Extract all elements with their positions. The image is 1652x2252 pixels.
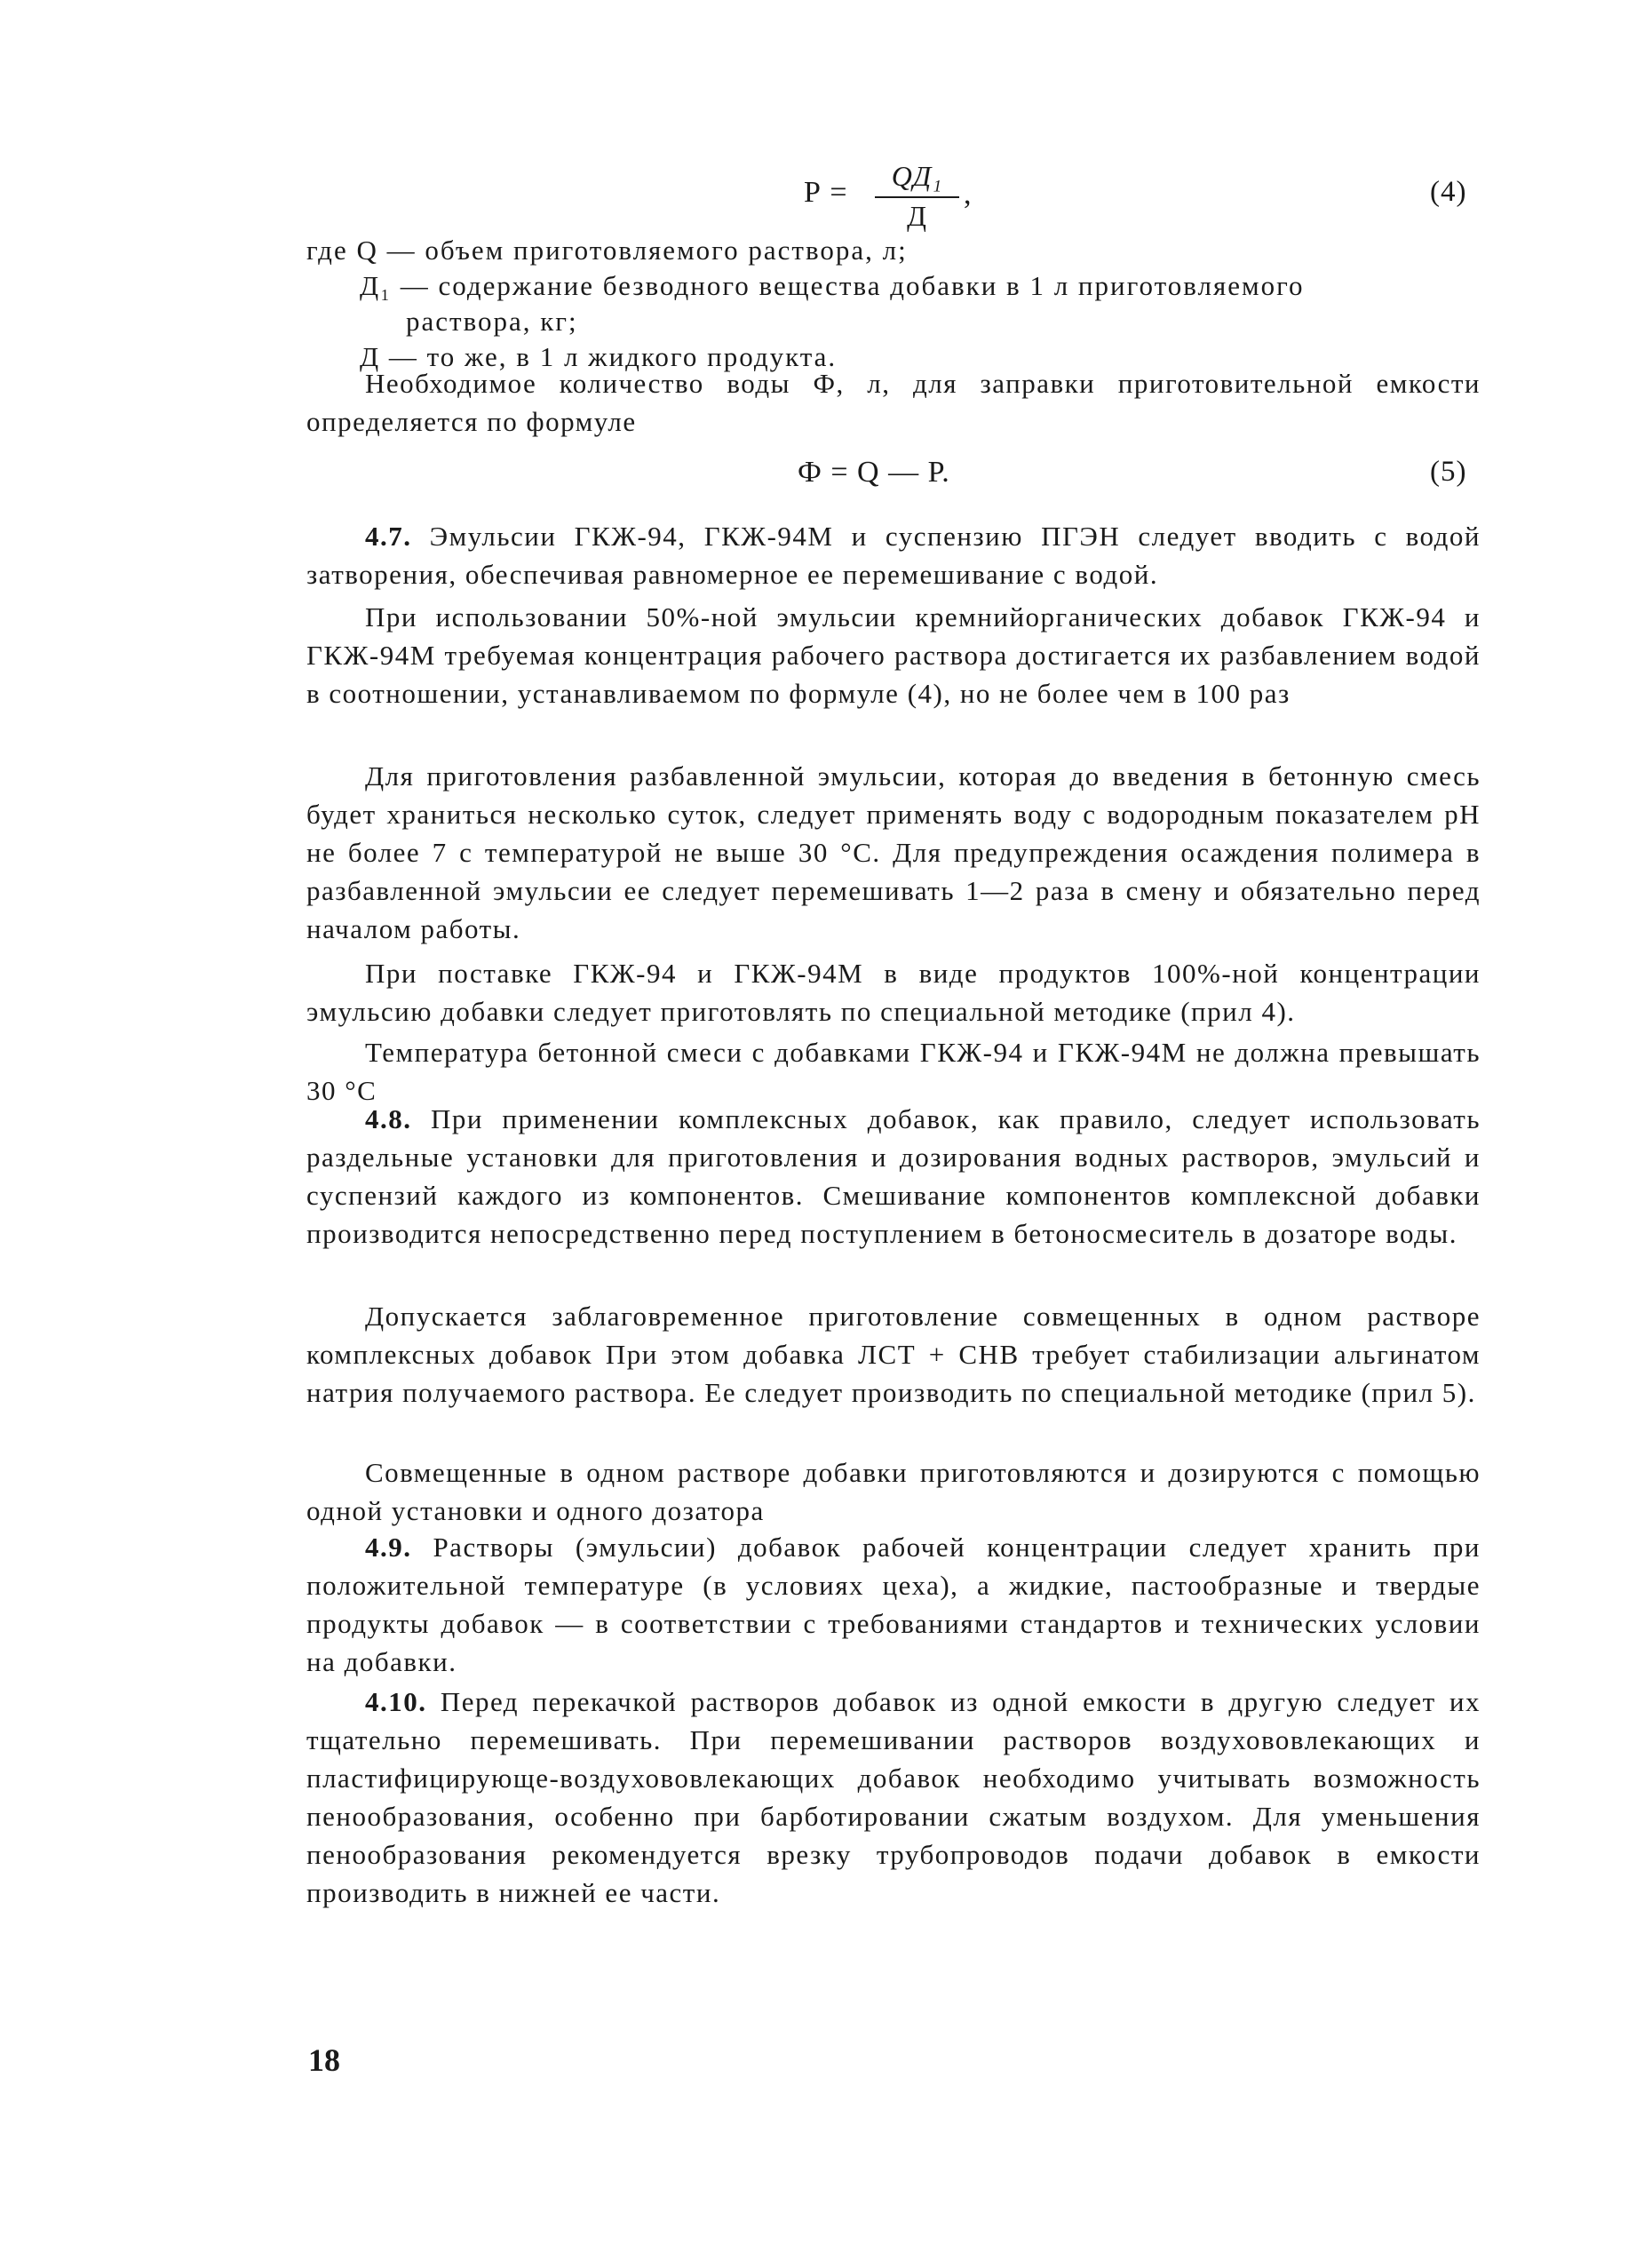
- paragraph-4-7-d: При поставке ГКЖ-94 и ГКЖ-94М в виде продуктов 100%-ной концентрации эмульсию добавки следует приготовлять по специальной методике (прил 4).: [306, 958, 1481, 1027]
- paragraph-4-7-b: При использовании 50%-ной эмульсии кремнийорганических добавок ГКЖ-94 и ГКЖ-94М требуемая концентрация рабочего раствора достигается их разбавлением водой в соотношении, устанавливаемом по формуле (4), но не более чем в 100 раз: [306, 601, 1481, 709]
- definition-d1: Д₁ — содержание безводного вещества добавки в 1 л приготовляемого: [360, 270, 1305, 301]
- formula-4-number: (4): [1430, 176, 1467, 208]
- section-number-4-8: 4.8.: [365, 1103, 412, 1134]
- formula-5: [0, 456, 1652, 500]
- variable-definitions: [306, 233, 1305, 375]
- paragraph-4-10: [306, 1683, 1481, 1912]
- section-number-4-10: 4.10.: [365, 1686, 427, 1717]
- definition-d: Д — то же, в 1 л жидкого продукта.: [360, 341, 838, 372]
- formula-4-denominator: Д: [907, 200, 927, 232]
- formula-5-number: (5): [1430, 456, 1467, 488]
- paragraph-4-9: [306, 1528, 1481, 1681]
- paragraph-4-7-c: Для приготовления разбавленной эмульсии, которая до введения в бетонную смесь будет храниться несколько суток, следует применять воду с водородным показателем pH не более 7 с температурой не выше 30 °С. Для предупреждения осаждения полимера в разбавленной эмульсии ее следует перемешивать 1—2 раза в смену и обязательно перед началом работы.: [306, 760, 1481, 944]
- paragraph-4-8-b: Допускается заблаговременное приготовление совмещенных в одном растворе комплексных добавок При этом добавка ЛСТ + СНВ требует стабилизации альгинатом натрия получаемого раствора. Ее следует производить по специальной методике (прил 5).: [306, 1301, 1481, 1408]
- paragraph-4-10-text: Перед перекачкой растворов добавок из одной емкости в другую следует их тщательно перемешивать. При перемешивании растворов воздухововлекающих и пластифицирующе-воздухововлекающих добавок необходимо учитывать возможность пенообразования, особенно при барботировании сжатым воздухом. Для уменьшения пенообразования рекомендуется врезку трубопроводов подачи добавок в емкости производить в нижней ее части.: [306, 1686, 1481, 1908]
- section-number-4-7: 4.7.: [365, 521, 412, 552]
- paragraph-4-8: [306, 1100, 1481, 1253]
- formula-4: [0, 160, 1652, 240]
- paragraph-4-9-text: Растворы (эмульсии) добавок рабочей концентрации следует хранить при положительной температуре (в условиях цеха), а жидкие, пастообразные и твердые продукты добавок — в соответствии с требованиями стандартов и технических условии на добавки.: [306, 1532, 1481, 1677]
- water-intro-paragraph: Необходимое количество воды Ф, л, для заправки приготовительной емкости определяется по формуле: [306, 368, 1481, 437]
- section-number-4-9: 4.9.: [365, 1532, 412, 1563]
- formula-4-lhs: Р =: [804, 176, 848, 209]
- paragraph-4-7-text: Эмульсии ГКЖ-94, ГКЖ-94М и суспензию ПГЭН следует вводить с водой затворения, обеспечивая равномерное ее перемешивание с водой.: [306, 521, 1481, 590]
- definition-d1-cont: раствора, кг;: [406, 306, 578, 337]
- formula-4-numerator: QД₁: [875, 160, 959, 198]
- paragraph-4-8-c: Совмещенные в одном растворе добавки приготовляются и дозируются с помощью одной установки и одного дозатора: [306, 1457, 1481, 1526]
- formula-5-expression: Ф = Q — Р.: [798, 456, 950, 489]
- definition-q: где Q — объем приготовляемого раствора, л;: [306, 235, 908, 266]
- formula-4-comma: ,: [964, 178, 973, 211]
- formula-4-fraction: [875, 160, 959, 233]
- paragraph-4-7-e: Температура бетонной смеси с добавками ГКЖ-94 и ГКЖ-94М не должна превышать 30 °С: [306, 1037, 1481, 1106]
- paragraph-4-8-text: При применении комплексных добавок, как правило, следует использовать раздельные установки для приготовления и дозирования водных растворов, эмульсий и суспензий каждого из компонентов. Смешивание компонентов комплексной добавки производится непосредственно перед поступлением в бетоносмеситель в дозаторе воды.: [306, 1103, 1481, 1249]
- paragraph-4-7: [306, 517, 1481, 593]
- page-number: 18: [308, 2042, 340, 2078]
